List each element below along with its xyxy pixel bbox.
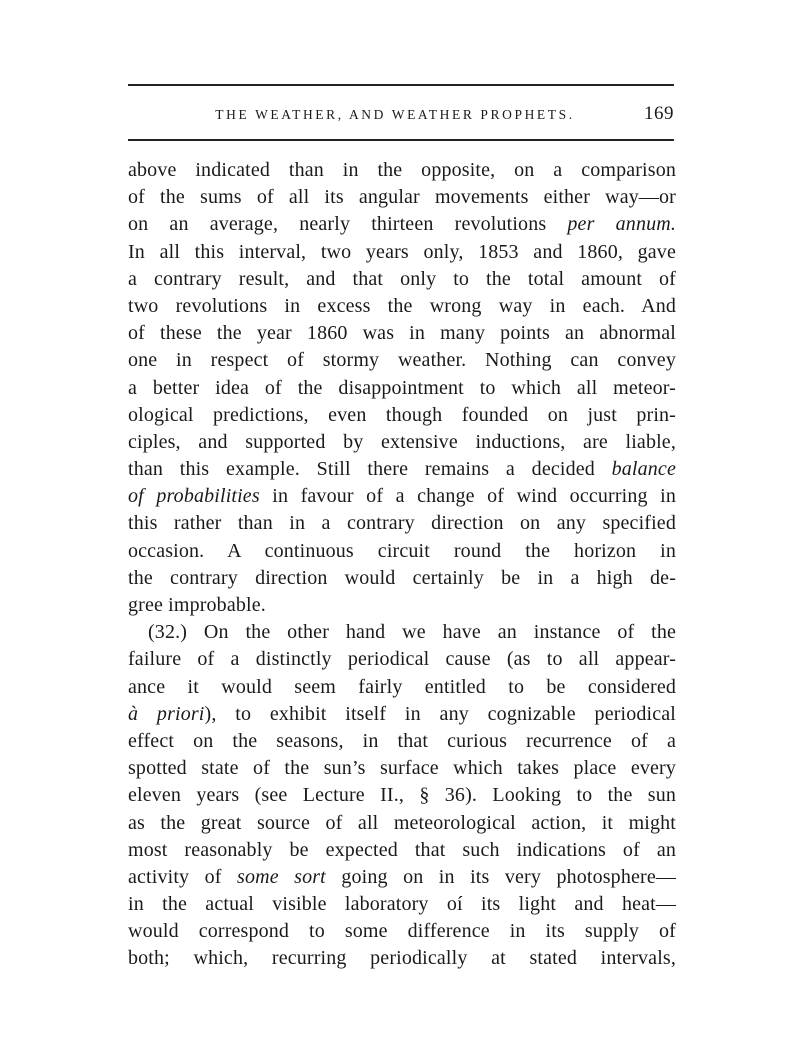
text-line <box>128 211 676 238</box>
header-rule-bottom <box>128 139 674 141</box>
italic-balance: balance <box>611 458 676 481</box>
text-line: ance it would seem fairly entitled to be considered <box>128 675 676 698</box>
italic-of-probabilities: of probabilities <box>128 485 260 508</box>
text-fragment: on an average, nearly thirteen revolutions <box>128 213 568 236</box>
text-fragment: than this example. Still there remains a decided <box>128 458 612 481</box>
text-line: of the sums of all its angular movements either way—or <box>128 186 676 209</box>
page-number: 169 <box>644 103 674 124</box>
text-fragment: going on in its very photosphere— <box>325 865 676 888</box>
running-head <box>128 103 674 127</box>
text-line: above indicated than in the opposite, on a comparison <box>128 159 676 181</box>
italic-per-annum: per annum. <box>567 213 676 236</box>
text-line: spotted state of the sun’s surface which takes place every <box>128 757 676 780</box>
text-line: a better idea of the disappointment to which all meteor- <box>128 376 676 399</box>
text-line: a contrary result, and that only to the total amount of <box>128 267 676 290</box>
text-line: of these the year 1860 was in many points an abnormal <box>128 322 676 345</box>
text-fragment: in favour of a change of wind occurring in <box>259 485 676 508</box>
text-line: would correspond to some difference in its supply of <box>128 920 676 943</box>
text-fragment: , to exhibit itself in any cognizable periodical <box>211 702 676 725</box>
italic-some-sort: some sort <box>237 865 326 888</box>
text-line: In all this interval, two years only, 1853 and 1860, gave <box>128 240 676 263</box>
text-line <box>128 483 676 510</box>
text-line: in the actual visible laboratory oí its light and heat— <box>128 893 676 916</box>
text-line: ciples, and supported by extensive inductions, are liable, <box>128 430 676 453</box>
running-title: THE WEATHER, AND WEATHER PROPHETS. <box>215 107 575 122</box>
text-line: this rather than in a contrary direction on any specified <box>128 512 676 535</box>
text-line <box>128 456 676 483</box>
text-line: both; which, recurring periodically at stated intervals, <box>128 947 676 970</box>
header-rule-top <box>128 84 674 86</box>
text-line <box>128 864 676 891</box>
text-line: failure of a distinctly periodical cause (as to all appear- <box>128 648 676 671</box>
text-line: one in respect of stormy weather. Nothing can convey <box>128 349 676 372</box>
text-line: ological predictions, even though founded on just prin- <box>128 403 676 426</box>
text-fragment: ) <box>204 702 212 725</box>
text-line: as the great source of all meteorological action, it might <box>128 811 676 834</box>
text-line: occasion. A continuous circuit round the horizon in <box>128 539 676 562</box>
italic-a-priori: à priori <box>128 702 205 725</box>
text-line: (32.) On the other hand we have an instance of the <box>148 621 676 644</box>
text-line: effect on the seasons, in that curious recurrence of a <box>128 729 676 752</box>
text-line: two revolutions in excess the wrong way in each. And <box>128 294 676 317</box>
text-line: gree improbable. <box>128 594 266 616</box>
text-line <box>128 701 676 728</box>
text-line: the contrary direction would certainly be in a high de- <box>128 566 676 589</box>
text-line: most reasonably be expected that such indications of an <box>128 838 676 861</box>
text-line: eleven years (see Lecture II., § 36). Looking to the sun <box>128 784 676 807</box>
text-fragment: activity of <box>128 865 238 888</box>
body-text <box>128 157 676 973</box>
